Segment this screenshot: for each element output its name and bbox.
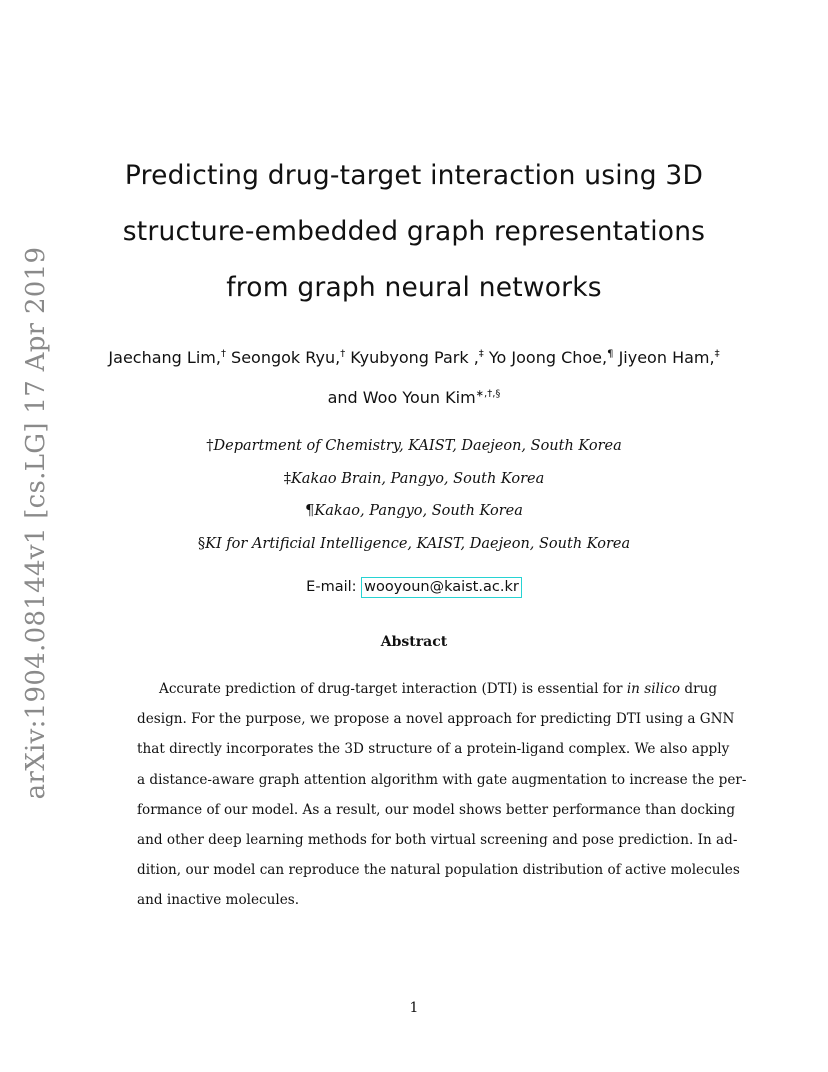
author-list [60, 338, 768, 418]
author-name: Jiyeon Ham, [613, 348, 715, 367]
author-affiliation-marks: † [220, 348, 226, 360]
affiliation-mark: ‡ [283, 470, 291, 487]
affiliation-mark: ¶ [305, 503, 315, 519]
title-line: structure-embedded graph representations [122, 216, 706, 247]
email-link[interactable]: wooyoun@kaist.ac.kr [361, 577, 522, 598]
affiliation [80, 528, 748, 561]
abstract-line: and inactive molecules. [137, 892, 300, 909]
author-name: Jaechang Lim, [108, 348, 221, 367]
contact-email [80, 577, 748, 598]
author-affiliation-marks: ∗,†,§ [475, 388, 501, 400]
page-number: 1 [409, 1000, 419, 1016]
author-line [60, 378, 768, 418]
author-affiliation-marks: ‡ [478, 348, 484, 360]
author-name: and Woo Youn Kim [327, 388, 476, 407]
arxiv-sidebar-stamp [12, 246, 60, 799]
abstract-heading: Abstract [380, 634, 448, 650]
affiliation-mark: † [206, 438, 214, 454]
abstract-line: that directly incorporates the 3D structure of a protein-ligand complex. We also apply [137, 741, 730, 758]
affiliation-text: Department of Chemistry, KAIST, Daejeon, South Korea [213, 438, 622, 454]
abstract-line: design. For the purpose, we propose a novel approach for predicting DTI using a GNN [137, 711, 735, 728]
abstract-line: and other deep learning methods for both virtual screening and pose prediction. In ad- [137, 832, 738, 849]
affiliation-text: Kakao Brain, Pangyo, South Korea [290, 470, 545, 487]
author-name: Seongok Ryu, [225, 348, 341, 367]
abstract-body [137, 674, 747, 916]
author-affiliation-marks: ‡ [714, 348, 720, 360]
affiliation-text: Kakao, Pangyo, South Korea [314, 503, 523, 519]
abstract-line: Accurate prediction of drug-target interaction (DTI) is essential for in silico drug [159, 681, 718, 697]
abstract-line: formance of our model. As a result, our model shows better performance than docking [137, 801, 736, 818]
abstract-line: dition, our model can reproduce the natural population distribution of active molecules [137, 862, 740, 879]
emphasis-in-silico: in silico [626, 681, 681, 697]
author-line [60, 338, 768, 378]
affiliation-text: KI for Artificial Intelligence, KAIST, Daejeon, South Korea [205, 535, 631, 552]
author-affiliation-marks: ¶ [607, 348, 614, 360]
affiliation-mark: § [197, 535, 206, 552]
affiliation [80, 463, 748, 496]
affiliation [80, 495, 748, 528]
email-label: E-mail: [306, 579, 362, 595]
abstract-line: a distance-aware graph attention algorithm with gate augmentation to increase the per- [137, 771, 747, 788]
title-line: from graph neural networks [226, 272, 602, 303]
affiliation [80, 430, 748, 463]
title-line: Predicting drug-target interaction using 3D [124, 160, 704, 191]
affiliation-list [80, 430, 748, 560]
author-name: Yo Joong Choe, [483, 348, 608, 367]
paper-title [80, 148, 748, 316]
author-affiliation-marks: † [340, 348, 346, 360]
arxiv-identifier: arXiv:1904.08144v1 [cs.LG] 17 Apr 2019 [21, 246, 51, 799]
author-name: Kyubyong Park , [345, 348, 479, 367]
